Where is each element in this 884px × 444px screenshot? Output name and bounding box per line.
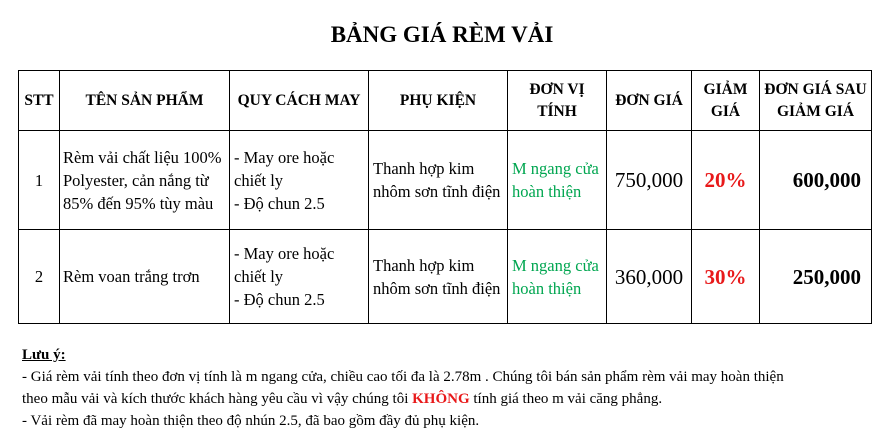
header-price: ĐƠN GIÁ xyxy=(607,71,692,131)
price-table xyxy=(18,70,872,324)
header-product-name: TÊN SẢN PHẨM xyxy=(60,71,230,131)
header-unit: ĐƠN VỊ TÍNH xyxy=(508,71,607,131)
cell-accessory: Thanh hợp kim nhôm sơn tĩnh điện xyxy=(369,230,508,324)
cell-unit: M ngang cửa hoàn thiện xyxy=(508,131,607,230)
header-stt: STT xyxy=(19,71,60,131)
note-text: - Giá rèm vải tính theo đơn vị tính là m ngang cửa, chiều cao tối đa là 2.78m . Chúng tôi bán sản phẩm rèm vải may hoàn thiện theo mẫu vải và kích thước khách hàng yêu cầu vì vậy chúng tôi xyxy=(22,369,784,407)
cell-product-name: Rèm vải chất liệu 100% Polyester, cản nắng từ 85% đến 95% tùy màu xyxy=(60,131,230,230)
cell-unit: M ngang cửa hoàn thiện xyxy=(508,230,607,324)
table-row xyxy=(19,230,872,324)
cell-spec: - May ore hoặc chiết ly - Độ chun 2.5 xyxy=(230,131,369,230)
note-item xyxy=(22,410,882,432)
header-spec: QUY CÁCH MAY xyxy=(230,71,369,131)
cell-final-price: 250,000 xyxy=(760,230,872,324)
page-title: BẢNG GIÁ RÈM VẢI xyxy=(330,22,554,47)
notes-heading: Lưu ý: xyxy=(22,347,66,363)
cell-discount: 20% xyxy=(692,131,760,230)
cell-product-name: Rèm voan trắng trơn xyxy=(60,230,230,324)
cell-accessory: Thanh hợp kim nhôm sơn tĩnh điện xyxy=(369,131,508,230)
note-item xyxy=(22,366,882,410)
table-row xyxy=(19,131,872,230)
header-final-price: ĐƠN GIÁ SAU GIẢM GIÁ xyxy=(760,71,872,131)
cell-stt: 1 xyxy=(19,131,60,230)
cell-discount: 30% xyxy=(692,230,760,324)
cell-spec: - May ore hoặc chiết ly - Độ chun 2.5 xyxy=(230,230,369,324)
header-discount: GIẢM GIÁ xyxy=(692,71,760,131)
note-text-after: tính giá theo m vải căng phẳng. xyxy=(469,391,663,407)
cell-price: 750,000 xyxy=(607,131,692,230)
notes-heading-line xyxy=(22,344,882,366)
note-emphasis: KHÔNG xyxy=(412,391,470,407)
table-header-row xyxy=(19,71,872,131)
header-accessory: PHỤ KIỆN xyxy=(369,71,508,131)
cell-price: 360,000 xyxy=(607,230,692,324)
notes-section xyxy=(22,344,882,432)
cell-final-price: 600,000 xyxy=(760,131,872,230)
note-text: - Vải rèm đã may hoàn thiện theo độ nhún 2.5, đã bao gồm đầy đủ phụ kiện. xyxy=(22,413,480,429)
cell-stt: 2 xyxy=(19,230,60,324)
